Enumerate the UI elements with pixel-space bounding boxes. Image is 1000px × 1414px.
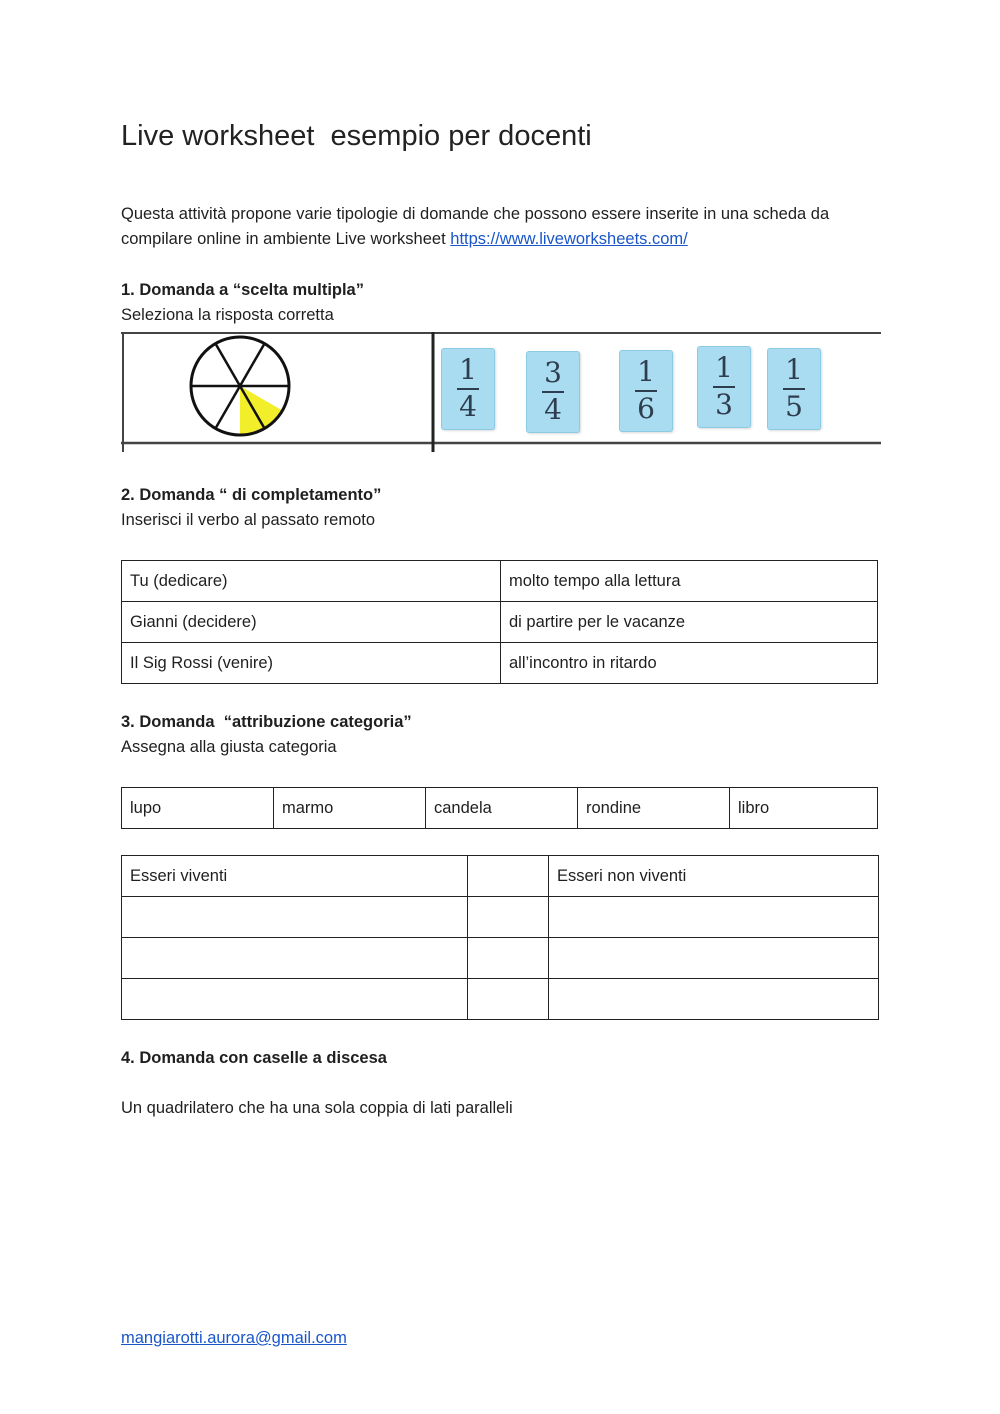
fraction-option-1[interactable]	[441, 348, 495, 430]
page-title: Live worksheet esempio per docenti	[121, 120, 592, 152]
spacer-cell	[468, 897, 549, 938]
table-row	[122, 788, 878, 829]
q1-subtitle: Seleziona la risposta corretta	[121, 306, 334, 324]
fraction-denominator: 3	[715, 388, 733, 421]
category-header-spacer	[468, 856, 549, 897]
q2-table	[121, 560, 878, 684]
drop-zone-living[interactable]	[122, 979, 468, 1020]
q2-title: 2. Domanda “ di completamento”	[121, 486, 382, 504]
q2-subtitle: Inserisci il verbo al passato remoto	[121, 511, 376, 529]
drop-zone-nonliving[interactable]	[549, 938, 879, 979]
drop-zone-nonliving[interactable]	[549, 897, 879, 938]
word-tile[interactable]: lupo	[122, 788, 274, 829]
spacer-cell	[468, 938, 549, 979]
q2-completion-cell: di partire per le vacanze	[501, 602, 878, 643]
fraction-denominator: 6	[637, 392, 655, 425]
fraction-option-4[interactable]	[697, 346, 751, 428]
fraction-numerator: 3	[544, 356, 562, 389]
word-tile[interactable]: candela	[426, 788, 578, 829]
table-row	[122, 979, 879, 1020]
fraction-denominator: 4	[544, 393, 562, 426]
footer-email-link[interactable]: mangiarotti.aurora@gmail.com	[121, 1329, 347, 1347]
table-row	[122, 856, 879, 897]
table-row	[122, 561, 878, 602]
q4-title: 4. Domanda con caselle a discesa	[121, 1049, 387, 1067]
spacer-cell	[468, 979, 549, 1020]
q2-subject-cell: Gianni (decidere)	[122, 602, 501, 643]
q3-title: 3. Domanda “attribuzione categoria”	[121, 713, 412, 731]
q2-completion-cell: molto tempo alla lettura	[501, 561, 878, 602]
fraction-option-5[interactable]	[767, 348, 821, 430]
table-row	[122, 897, 879, 938]
q2-completion-cell: all’incontro in ritardo	[501, 643, 878, 684]
intro-text: Questa attività propone varie tipologie di domande che possono essere inserite in una scheda da compilare online in ambiente Live worksheet	[121, 205, 830, 248]
q3-subtitle: Assegna alla giusta categoria	[121, 738, 337, 756]
word-tile[interactable]: rondine	[578, 788, 730, 829]
fraction-denominator: 4	[459, 390, 477, 423]
table-row	[122, 602, 878, 643]
drop-zone-nonliving[interactable]	[549, 979, 879, 1020]
fraction-numerator: 1	[459, 353, 477, 386]
word-tile[interactable]: marmo	[274, 788, 426, 829]
drop-zone-living[interactable]	[122, 938, 468, 979]
category-header-living: Esseri viventi	[122, 856, 468, 897]
fraction-denominator: 5	[785, 390, 803, 423]
q2-subject-cell: Tu (dedicare)	[122, 561, 501, 602]
q3-words-table	[121, 787, 878, 829]
q3-category-table	[121, 855, 879, 1020]
q4-text: Un quadrilatero che ha una sola coppia di lati paralleli	[121, 1099, 513, 1117]
fraction-numerator: 1	[785, 353, 803, 386]
fraction-numerator: 1	[637, 355, 655, 388]
pie-chart	[191, 337, 289, 435]
q1-title: 1. Domanda a “scelta multipla”	[121, 281, 364, 299]
liveworksheets-link[interactable]: https://www.liveworksheets.com/	[450, 230, 688, 248]
table-row	[122, 938, 879, 979]
word-tile[interactable]: libro	[730, 788, 878, 829]
intro-paragraph	[121, 202, 881, 252]
fraction-option-2[interactable]	[526, 351, 580, 433]
fraction-option-3[interactable]	[619, 350, 673, 432]
q1-image	[121, 332, 881, 452]
pie-highlighted-slice	[240, 386, 282, 435]
drop-zone-living[interactable]	[122, 897, 468, 938]
fraction-numerator: 1	[715, 351, 733, 384]
table-row	[122, 643, 878, 684]
q2-subject-cell: Il Sig Rossi (venire)	[122, 643, 501, 684]
category-header-nonliving: Esseri non viventi	[549, 856, 879, 897]
